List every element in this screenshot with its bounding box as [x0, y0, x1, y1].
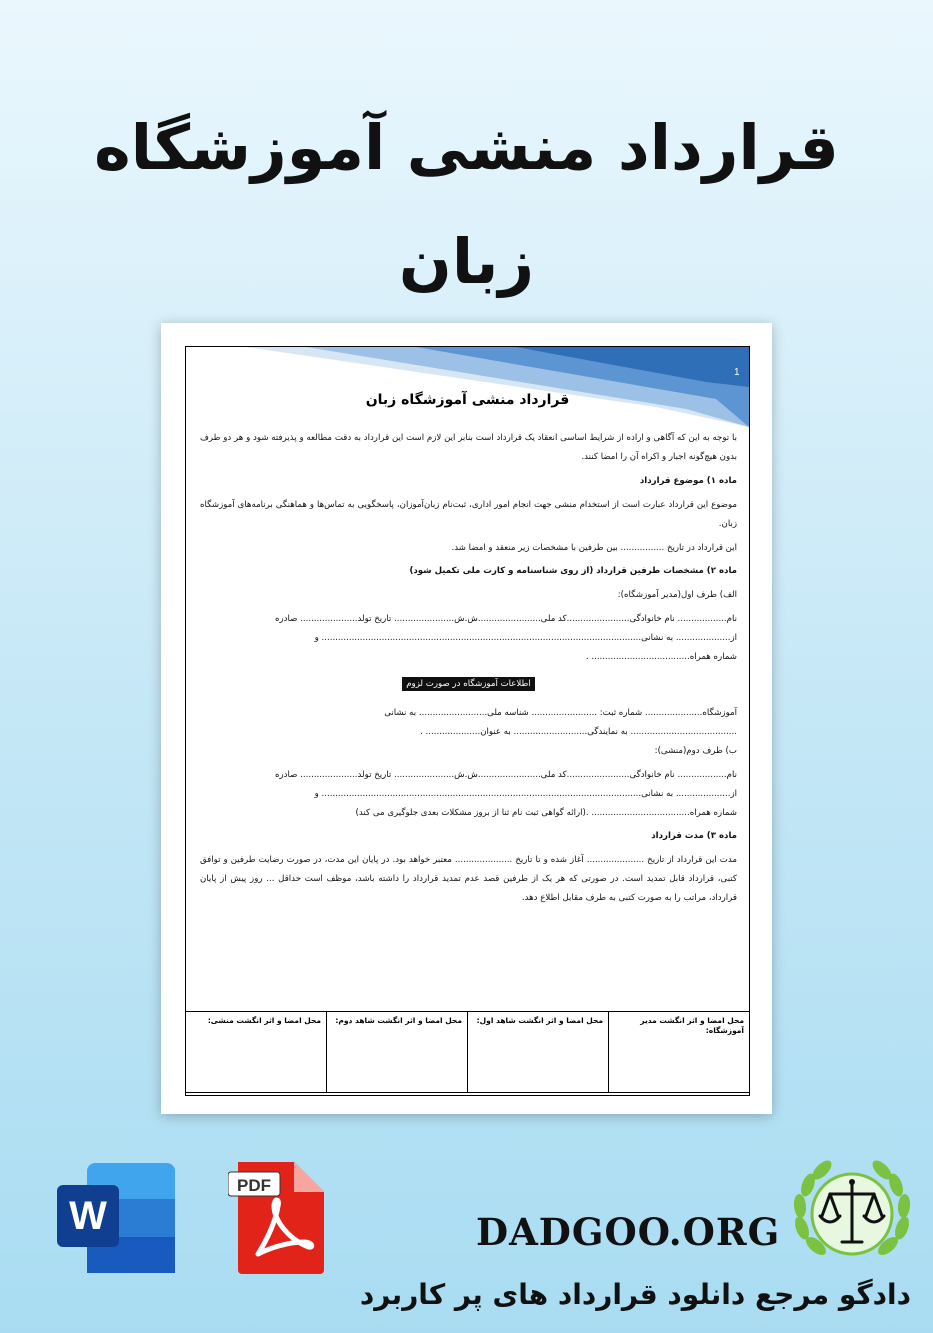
article1-text: موضوع این قرارداد عبارت است از استخدام منشی جهت انجام امور اداری، ثبت‌نام زبان‌آموزان، پاسخگویی به تماس‌ها و هماهنگی برنامه‌های آموزشگاه زبان.: [200, 500, 737, 529]
page-number: 1: [734, 367, 740, 378]
pdf-icon: [228, 1158, 328, 1276]
tagline: دادگو مرجع دانلود قرارداد های پر کاربرد: [359, 1278, 911, 1311]
article3-heading: ماده ۳) مدت قرارداد: [651, 831, 737, 841]
brand-name: DADGOO.ORG: [476, 1210, 781, 1254]
school-line2: ....................................... به نمایندگی........................... به عنوان.................... .: [420, 727, 737, 737]
article3-text: مدت این قرارداد از تاریخ ..................... آغاز شده و تا تاریخ ..................... معتبر خواهد بود. در پایان این مدت، در صورت رضایت طرفین و توافق کتبی، قرارداد قابل تمدید است. در صورتی که هر یک از طرفین قصد عدم تمدید قرارداد را داشته باشد، موظف است حداقل ... روز پیش از پایان قرارداد، مراتب را به صورت کتبی به طرف مقابل اطلاع دهد.: [200, 855, 737, 903]
party-b-heading: ب) طرف دوم(منشی):: [654, 746, 737, 756]
party-b-line2: از.................... به نشانی..................................................................................................................... و: [314, 789, 737, 799]
word-icon: [57, 1163, 177, 1273]
signature-cell-manager: محل امضا و اثر انگشت مدیر آموزشگاه:: [608, 1012, 749, 1092]
document-preview: [161, 323, 772, 1114]
signature-cell-witness1: محل امضا و اثر انگشت شاهد اول:: [467, 1012, 608, 1092]
word-letter: W: [69, 1194, 107, 1238]
article1-heading: ماده ۱) موضوع قرارداد: [639, 476, 737, 486]
contract-date-line: این قرارداد در تاریخ ................ بین طرفین با مشخصات زیر منعقد و امضا شد.: [451, 543, 737, 553]
document-title: قرارداد منشی آموزشگاه زبان: [365, 392, 570, 408]
scales-logo-icon: [788, 1158, 916, 1270]
school-line1: آموزشگاه..................... شماره ثبت: ........................ شناسه ملی......................... به نشانی: [384, 708, 737, 718]
signature-table: [186, 1011, 749, 1093]
party-a-line2: از.................... به نشانی..................................................................................................................... و: [314, 633, 737, 643]
document-body: [200, 429, 737, 913]
page-title-line2: زبان: [398, 225, 535, 298]
intro-paragraph: با توجه به این که آگاهی و اراده از شرایط اساسی انعقاد یک قرارداد است بنابر این لازم است این قرارداد به دقت مطالعه و پذیرفته شود و هر دو طرف بدون هیچ‌گونه اجبار و اکراه آن را امضا کنند.: [200, 433, 737, 462]
signature-cell-secretary: محل امضا و اثر انگشت منشی:: [207, 1016, 321, 1025]
signature-cell-witness2: محل امضا و اثر انگشت شاهد دوم:: [326, 1012, 467, 1092]
party-b-line3: شماره همراه.................................... .(ارائه گواهی ثبت نام ثنا از بروز مشکلات بعدی جلوگیری می کند): [355, 808, 737, 818]
school-info-label: اطلاعات آموزشگاه در صورت لزوم: [402, 677, 535, 691]
party-b-line1: نام.................. نام خانوادگی.......................کد ملی.......................ش.ش...................... تاریخ تولد..................... صادره: [275, 770, 737, 780]
party-a-line1: نام.................. نام خانوادگی.......................کد ملی.......................ش.ش...................... تاریخ تولد..................... صادره: [275, 614, 737, 624]
document-frame: [185, 346, 750, 1096]
page-title-line1: قرارداد منشی آموزشگاه: [94, 111, 839, 184]
party-a-line3: شماره همراه.................................... .: [585, 652, 737, 662]
header-wave-decoration: [186, 347, 749, 432]
article2-heading: ماده ۲) مشخصات طرفین قرارداد (از روی شناسنامه و کارت ملی تکمیل شود): [409, 566, 737, 576]
party-a-heading: الف) طرف اول(مدیر آموزشگاه):: [617, 590, 737, 600]
pdf-badge-text: PDF: [237, 1176, 271, 1195]
